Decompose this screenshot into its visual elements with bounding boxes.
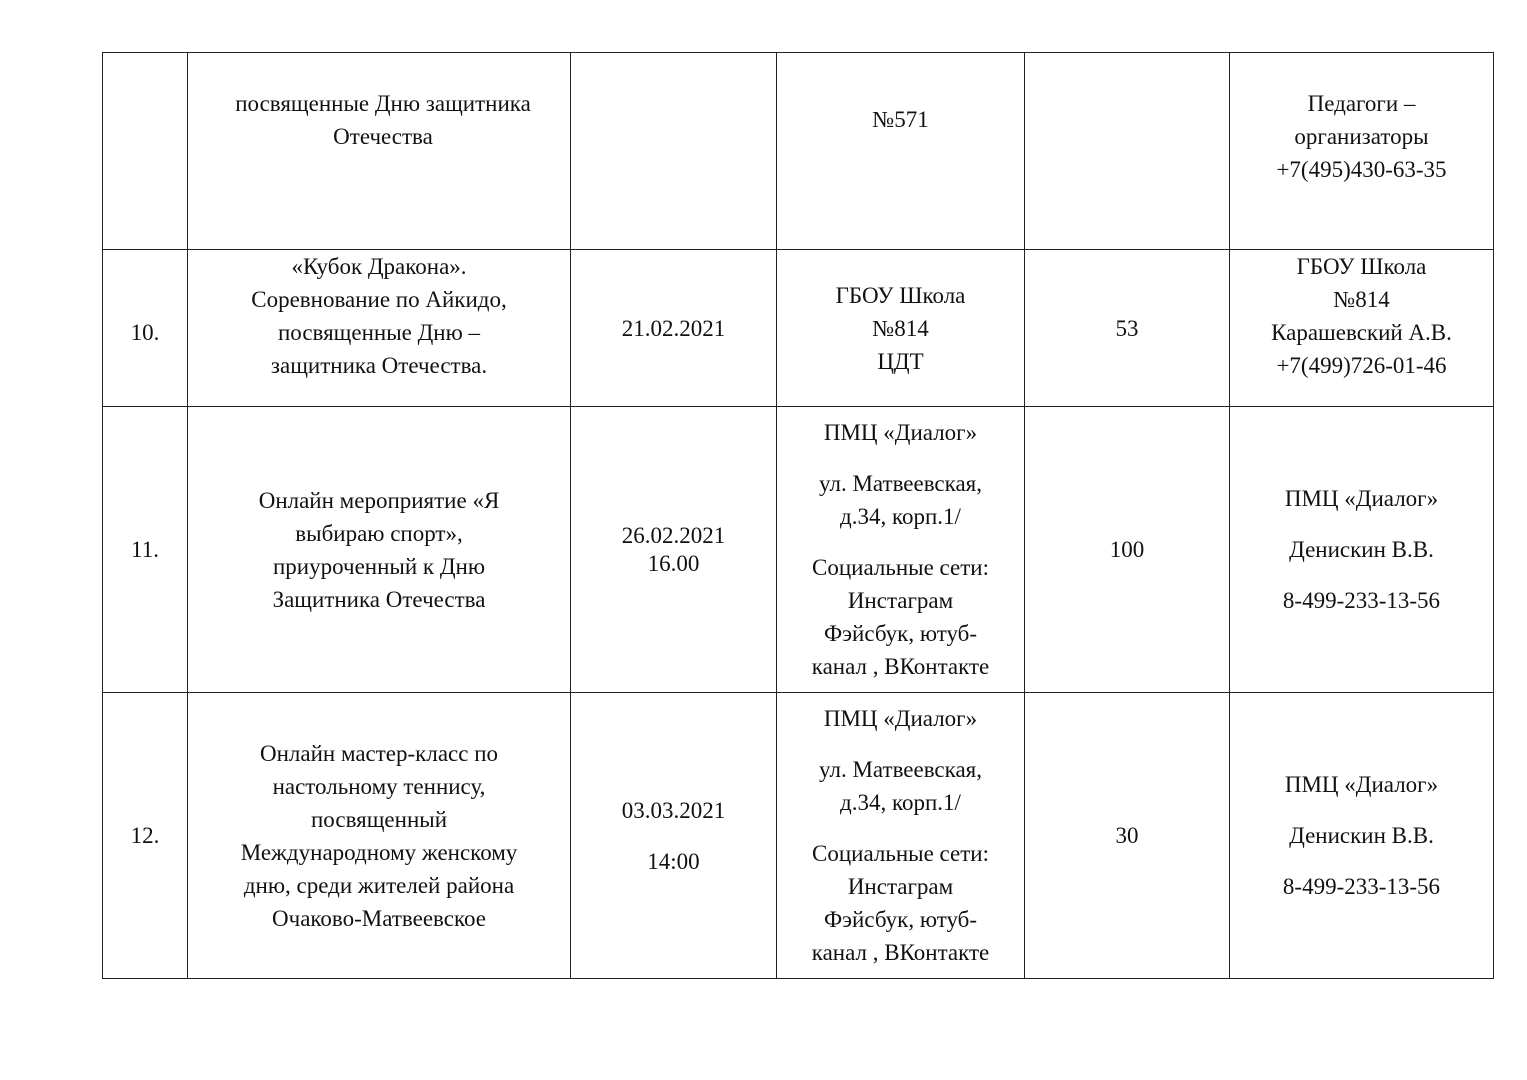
events-table xyxy=(102,52,1494,979)
event-place-cell xyxy=(777,407,1025,693)
event-name-line: Защитника Отечества xyxy=(272,586,486,612)
place-social-line: Фэйсбук, ютуб- xyxy=(823,621,978,646)
event-name-line: дню, среди жителей района xyxy=(243,872,515,898)
responsible-phone: 8-499-233-13-56 xyxy=(1282,588,1441,613)
table-row xyxy=(103,250,1494,407)
table-row xyxy=(103,53,1494,250)
responsible-phone: +7(495)430-63-35 xyxy=(1276,157,1447,182)
responsible-cell xyxy=(1230,53,1494,250)
responsible-person: Денискин В.В. xyxy=(1289,823,1434,848)
responsible-line: Педагоги – xyxy=(1307,91,1416,116)
place-organization: ПМЦ «Диалог» xyxy=(823,706,978,731)
place-social xyxy=(777,837,1024,969)
responsible-line: Карашевский А.В. xyxy=(1271,320,1452,345)
event-name-line: приуроченный к Дню xyxy=(272,553,486,579)
responsible-organization: ПМЦ «Диалог» xyxy=(1284,486,1439,511)
event-name-cell xyxy=(188,250,571,407)
event-name-line: Отечества xyxy=(333,124,433,149)
participant-count-cell: 100 xyxy=(1025,407,1230,693)
row-number-cell: 12. xyxy=(103,693,188,979)
place-social-line: Фэйсбук, ютуб- xyxy=(823,907,978,932)
event-place-cell xyxy=(777,53,1025,250)
table-row xyxy=(103,693,1494,979)
place-social-line: канал , ВКонтакте xyxy=(811,940,990,965)
event-time: 14:00 xyxy=(647,848,700,874)
responsible-line: организаторы xyxy=(1294,124,1429,149)
event-place-cell xyxy=(777,250,1025,407)
table-row xyxy=(103,407,1494,693)
responsible-cell xyxy=(1230,693,1494,979)
event-date-cell xyxy=(571,53,777,250)
participant-count-cell xyxy=(1025,53,1230,250)
event-date: 26.02.2021 xyxy=(621,522,726,548)
event-time: 16.00 xyxy=(647,550,700,576)
event-name-line: Соревнование по Айкидо, xyxy=(251,287,507,312)
event-name-line: Международному женскому xyxy=(240,839,518,865)
place-social-line: Социальные сети: xyxy=(811,555,989,580)
responsible-phone: +7(499)726-01-46 xyxy=(1276,353,1447,378)
event-place-cell xyxy=(777,693,1025,979)
event-name-cell xyxy=(188,693,571,979)
responsible-cell xyxy=(1230,407,1494,693)
event-date-cell xyxy=(571,250,777,407)
event-name-cell xyxy=(188,53,571,250)
event-date-cell xyxy=(571,407,777,693)
event-date: 03.03.2021 xyxy=(621,797,726,823)
participant-count-cell: 53 xyxy=(1025,250,1230,407)
place-social xyxy=(777,551,1024,683)
responsible-person: Денискин В.В. xyxy=(1289,537,1434,562)
participant-count-cell: 30 xyxy=(1025,693,1230,979)
event-name-line: посвященный xyxy=(310,806,448,832)
event-name-line: защитника Отечества. xyxy=(270,353,488,378)
event-name-cell xyxy=(188,407,571,693)
place-social-line: Социальные сети: xyxy=(811,841,989,866)
event-name-line: Онлайн мероприятие «Я xyxy=(258,487,500,513)
place-address-line: ул. Матвеевская, xyxy=(818,757,983,782)
event-date: 21.02.2021 xyxy=(621,315,726,341)
responsible-line: №814 xyxy=(1333,287,1390,312)
row-number-cell: 10. xyxy=(103,250,188,407)
event-name-line: настольному теннису, xyxy=(272,773,486,799)
event-name-line: посвященные Дню – xyxy=(277,320,481,345)
place-social-line: Инстаграм xyxy=(847,588,954,613)
place-address xyxy=(777,753,1024,819)
event-place-line: ЦДТ xyxy=(877,348,924,374)
place-social-line: Инстаграм xyxy=(847,874,954,899)
event-name-line: Онлайн мастер-класс по xyxy=(259,740,499,766)
responsible-phone: 8-499-233-13-56 xyxy=(1282,874,1441,899)
responsible-cell xyxy=(1230,250,1494,407)
event-name-line: Очаково-Матвеевское xyxy=(272,905,486,931)
event-name-line: «Кубок Дракона». xyxy=(291,254,467,279)
event-place-line: ГБОУ Школа xyxy=(835,282,966,308)
row-number-cell xyxy=(103,53,188,250)
event-place-line: №814 xyxy=(872,315,929,341)
place-social-line: канал , ВКонтакте xyxy=(811,654,990,679)
event-place-line: №571 xyxy=(872,107,929,132)
place-address-line: д.34, корп.1/ xyxy=(840,504,961,529)
row-number-cell: 11. xyxy=(103,407,188,693)
place-address-line: ул. Матвеевская, xyxy=(818,471,983,496)
place-organization: ПМЦ «Диалог» xyxy=(823,420,978,445)
event-name-line: посвященные Дню защитника xyxy=(235,91,531,116)
place-address-line: д.34, корп.1/ xyxy=(840,790,961,815)
responsible-line: ГБОУ Школа xyxy=(1296,254,1427,279)
event-name-line: выбираю спорт», xyxy=(295,520,463,546)
responsible-organization: ПМЦ «Диалог» xyxy=(1284,772,1439,797)
event-date-cell xyxy=(571,693,777,979)
place-address xyxy=(777,467,1024,533)
